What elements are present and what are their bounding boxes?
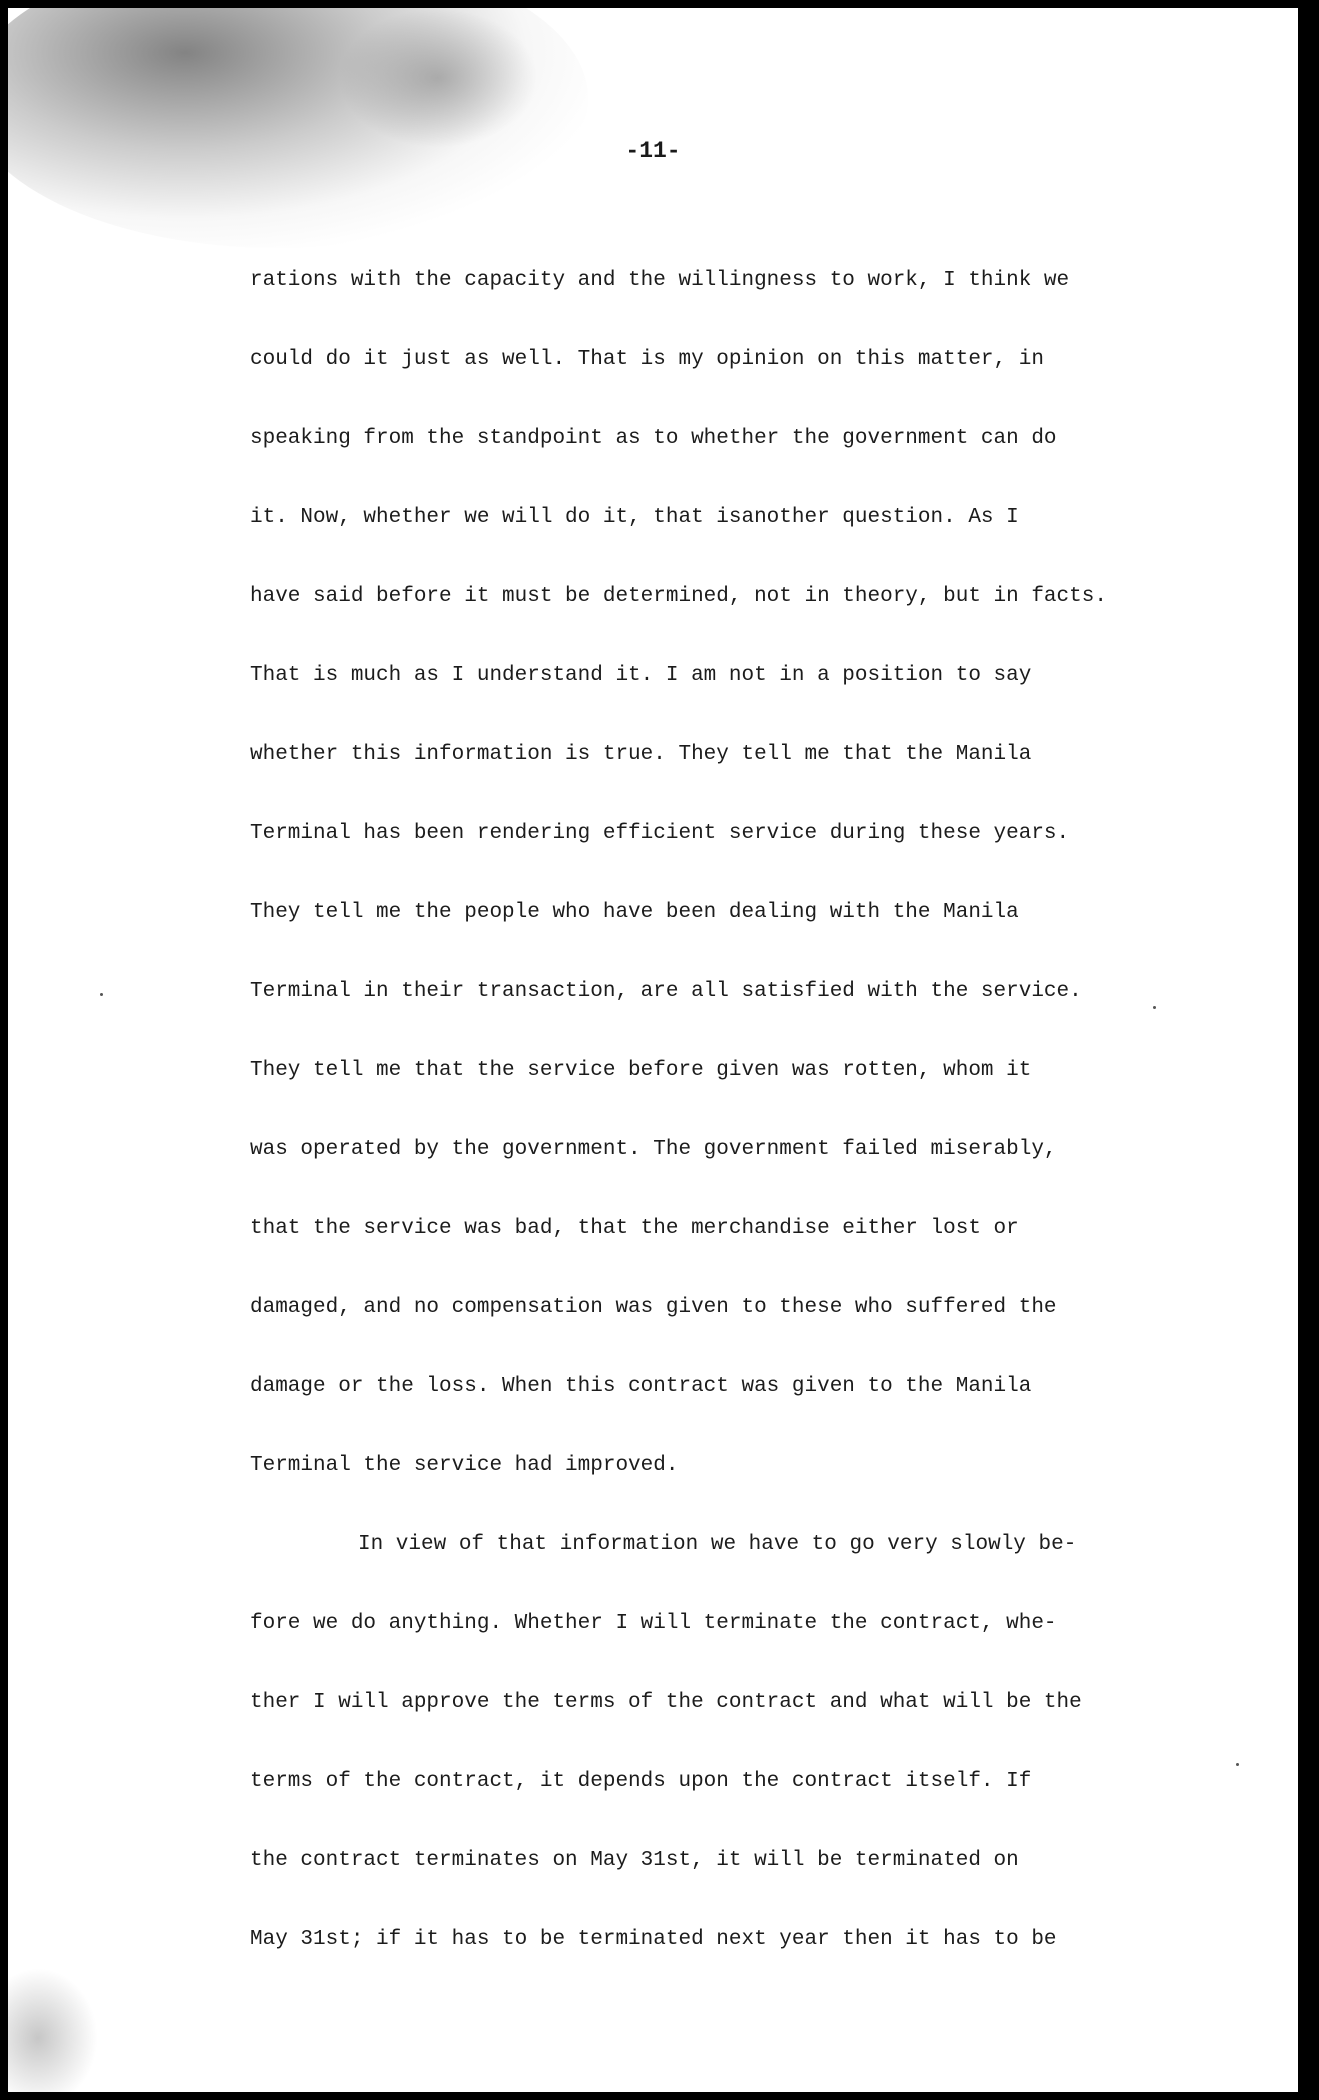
text-line: Terminal in their transaction, are all satisfied with the service. — [250, 980, 1082, 1003]
page-number: -11- — [625, 138, 681, 164]
text-line: They tell me the people who have been dealing with the Manila — [250, 901, 1019, 924]
text-line: could do it just as well. That is my opinion on this matter, in — [250, 348, 1044, 371]
text-line: damage or the loss. When this contract was given to the Manila — [250, 1375, 1032, 1398]
text-line: whether this information is true. They tell me that the Manila — [250, 743, 1032, 766]
text-line: They tell me that the service before given was rotten, whom it — [250, 1059, 1032, 1082]
text-line: damaged, and no compensation was given to these who suffered the — [250, 1296, 1057, 1319]
corner-smudge — [8, 1968, 98, 2092]
text-line: it. Now, whether we will do it, that isanother question. As I — [250, 506, 1019, 529]
body-text — [250, 270, 1170, 2008]
text-line: Terminal has been rendering efficient service during these years. — [250, 822, 1070, 845]
text-line: rations with the capacity and the willingness to work, I think we — [250, 269, 1070, 292]
text-line: That is much as I understand it. I am not in a position to say — [250, 664, 1032, 687]
text-line: Terminal the service had improved. — [250, 1454, 679, 1477]
text-line: was operated by the government. The government failed miserably, — [250, 1138, 1057, 1161]
text-line: terms of the contract, it depends upon the contract itself. If — [250, 1770, 1032, 1793]
text-line: that the service was bad, that the merchandise either lost or — [250, 1217, 1019, 1240]
text-line: fore we do anything. Whether I will terminate the contract, whe- — [250, 1612, 1057, 1635]
paper-speck — [100, 993, 103, 996]
paper-speck — [1236, 1763, 1239, 1766]
typewritten-page — [8, 8, 1298, 2092]
paragraph-first-line: In view of that information we have to go very slowly be- — [358, 1533, 1077, 1556]
text-line: speaking from the standpoint as to whether the government can do — [250, 427, 1057, 450]
text-line: ther I will approve the terms of the contract and what will be the — [250, 1691, 1082, 1714]
text-line: May 31st; if it has to be terminated next year then it has to be — [250, 1928, 1057, 1951]
text-line: the contract terminates on May 31st, it will be terminated on — [250, 1849, 1019, 1872]
water-stain-secondary — [338, 8, 538, 148]
text-line: have said before it must be determined, not in theory, but in facts. — [250, 585, 1107, 608]
